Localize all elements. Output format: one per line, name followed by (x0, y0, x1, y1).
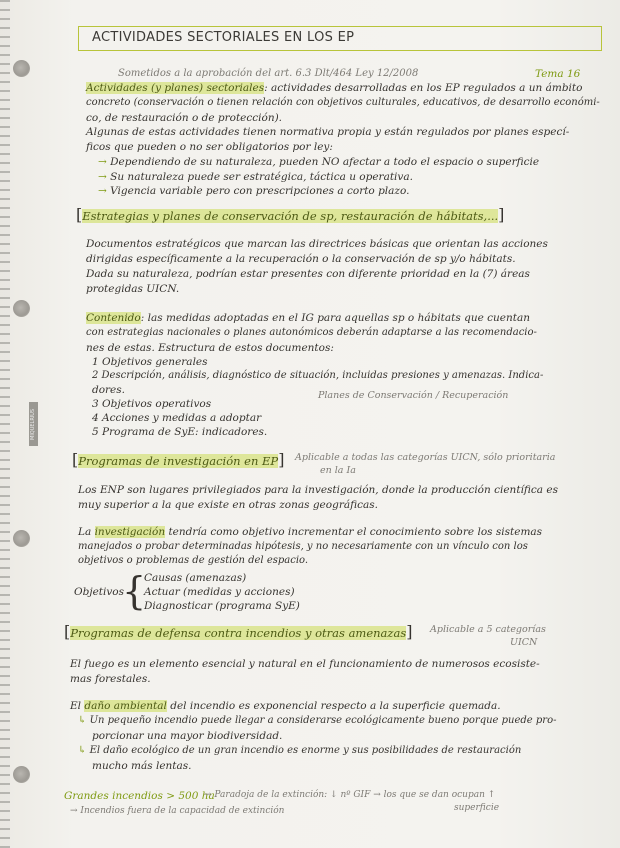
section-note: Aplicable a 5 categorías (430, 624, 546, 635)
spiral-binding (0, 0, 10, 848)
paragraph-line: El daño ambiental del incendio es exponencial respecto a la superficie quemada. (70, 700, 501, 712)
section-heading: [Programas de investigación en EP] (72, 450, 285, 469)
intro-line: ficos que pueden o no ser obligatorios por ley: (86, 141, 333, 153)
intro-bullet: → Su naturaleza puede ser estratégica, táctica u operativa. (98, 171, 413, 183)
section-heading: [Estrategias y planes de conservación de sp, restauración de hábitats,...] (76, 205, 505, 224)
grandes-note: → Paradoja de la extinción: ↓ nº GIF → los que se dan ocupan ↑ (204, 790, 496, 800)
paragraph-line: manejados o probar determinadas hipótesis, y no necesariamente con un vínculo con los (78, 541, 528, 552)
section-note: UICN (510, 637, 538, 648)
paragraph-line: protegidas UICN. (86, 283, 180, 295)
fire-bullet: porcionar una mayor biodiversidad. (92, 730, 283, 742)
contenido-list-item: 2 Descripción, análisis, diagnóstico de situación, incluidas presiones y amenazas. Indica- (92, 370, 544, 381)
punch-hole (13, 530, 30, 547)
intro-line (86, 82, 582, 94)
brand-label: MIQUELRIUS (29, 402, 38, 446)
intro-bullet: → Vigencia variable pero con prescripciones a corto plazo. (98, 185, 410, 197)
fire-bullet: mucho más lentas. (92, 760, 192, 772)
section-note: en la Ia (320, 465, 356, 476)
section-heading: [Programas de defensa contra incendios y otras amenazas] (64, 622, 413, 641)
investigacion-term: investigación (94, 526, 166, 538)
intro-line: co, de restauración o de protección). (86, 112, 283, 124)
pencil-note: Planes de Conservación / Recuperación (318, 390, 509, 401)
tema-label: Tema 16 (535, 68, 581, 80)
contenido-list-item: 4 Acciones y medidas a adoptar (92, 412, 262, 424)
paragraph-line: Documentos estratégicos que marcan las directrices básicas que orientan las acciones (86, 238, 548, 250)
paragraph-line: Los ENP son lugares privilegiados para la investigación, donde la producción científica es (78, 484, 558, 496)
intro-bullet: → Dependiendo de su naturaleza, pueden NO afectar a todo el espacio o superficie (98, 156, 540, 168)
fire-bullet: ↳ Un pequeño incendio puede llegar a considerarse ecológicamente bueno porque puede pro- (78, 715, 557, 726)
fire-bullet: ↳ El daño ecológico de un gran incendio es enorme y sus posibilidades de restauración (78, 745, 522, 756)
dano-term: daño ambiental (84, 700, 167, 712)
intro-line: Algunas de estas actividades tienen normativa propia y están regulados por planes especí- (86, 126, 570, 138)
paragraph-line: El fuego es un elemento esencial y natural en el funcionamiento de numerosos ecosiste- (70, 658, 540, 670)
paragraph-line: objetivos o problemas de gestión del espacio. (78, 555, 309, 566)
grandes-incendios: Grandes incendios > 500 ha (64, 790, 215, 802)
contenido-line: con estrategias nacionales o planes autonómicos deberán adaptarse a las recomendacio- (86, 327, 537, 338)
page-title: ACTIVIDADES SECTORIALES EN LOS EP (92, 30, 355, 45)
objetivo-item: Actuar (medidas y acciones) (144, 586, 295, 598)
header-note: Sometidos a la aprobación del art. 6.3 Dlt/464 Ley 12/2008 (118, 68, 419, 79)
objetivo-item: Diagnosticar (programa SyE) (144, 600, 300, 612)
intro-term: Actividades (y planes) sectoriales (86, 82, 265, 94)
intro-line: concreto (conservación o tienen relación con objetivos culturales, educativos, de desarrollo económi- (86, 97, 600, 108)
paragraph-line: Dada su naturaleza, podrían estar presentes con diferente prioridad en la (7) áreas (86, 268, 530, 280)
intro-text: : actividades desarrolladas en los EP regulados a un ámbito (264, 82, 583, 94)
section-note: Aplicable a todas las categorías UICN, sólo prioritaria (295, 452, 556, 463)
paragraph-line: dirigidas específicamente a la recuperación o la conservación de sp y/o hábitats. (86, 253, 516, 265)
paragraph-line: muy superior a la que existe en otras zonas geográficas. (78, 499, 378, 511)
brace: { (122, 569, 147, 613)
contenido-list-item: 1 Objetivos generales (92, 356, 208, 368)
contenido-term: Contenido (86, 312, 141, 324)
contenido-list-item: dores. (92, 384, 126, 396)
paragraph-line: mas forestales. (70, 673, 151, 685)
contenido-list-item: 3 Objetivos operativos (92, 398, 212, 410)
objetivos-label: Objetivos (74, 586, 125, 598)
contenido-line: nes de estas. Estructura de estos documentos: (86, 342, 334, 354)
contenido-line: Contenido: las medidas adoptadas en el IG para aquellas sp o hábitats que cuentan (86, 312, 530, 324)
grandes-note: → Incendios fuera de la capacidad de extinción (70, 806, 285, 816)
contenido-list-item: 5 Programa de SyE: indicadores. (92, 426, 268, 438)
objetivo-item: Causas (amenazas) (144, 572, 247, 584)
superficie-note: superficie (454, 803, 500, 813)
punch-hole (13, 766, 30, 783)
punch-hole (13, 300, 30, 317)
punch-hole (13, 60, 30, 77)
paragraph-line: La investigación tendría como objetivo incrementar el conocimiento sobre los sistemas (78, 526, 543, 538)
